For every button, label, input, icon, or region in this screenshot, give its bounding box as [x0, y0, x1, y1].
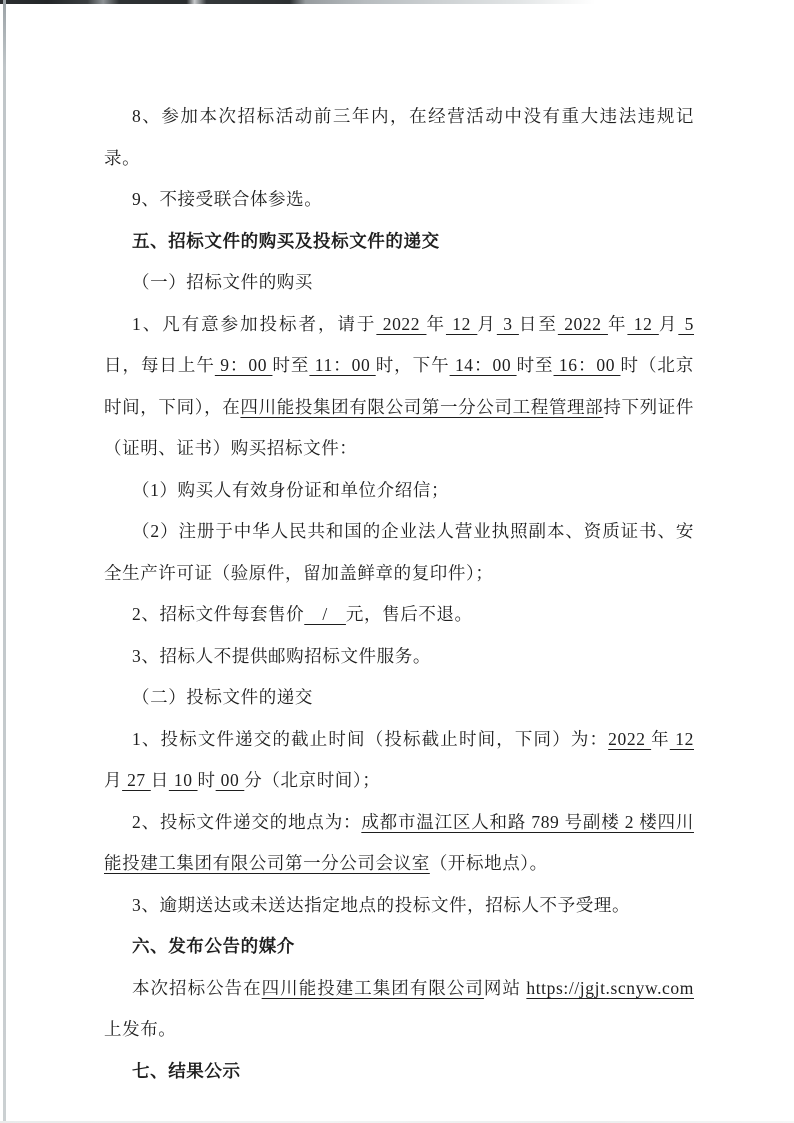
text-run: 年 [651, 728, 670, 749]
text-run: 3、招标人不提供邮购招标文件服务。 [132, 645, 431, 666]
text-run: 时至 [516, 355, 554, 375]
text-run: 时 [197, 770, 216, 790]
underlined-text: 14：00 [449, 355, 517, 375]
text-run: 本次招标公告在 [132, 977, 262, 998]
paragraph [104, 511, 694, 594]
text-run: 日 [150, 770, 169, 790]
text-run: 五、招标文件的购买及投标文件的递交 [132, 230, 440, 251]
paragraph [104, 802, 694, 885]
text-run: （1）购买人有效身份证和单位介绍信； [132, 479, 450, 500]
text-run: （一）招标文件的购买 [132, 272, 313, 292]
text-run: 年 [607, 313, 628, 334]
section-heading [104, 221, 694, 263]
paragraph [104, 885, 694, 927]
paragraph [104, 262, 694, 304]
text-run: 年 [426, 313, 446, 334]
text-run: 分（北京时间）； [244, 770, 381, 790]
text-run: 六、发布公告的媒介 [132, 936, 295, 956]
underlined-text: 12 [445, 313, 478, 334]
underlined-text: 12 [669, 728, 694, 749]
paragraph [104, 179, 694, 221]
document-body [104, 96, 694, 1092]
text-run: 元，售后不退。 [345, 604, 473, 624]
text-run: （二）投标文件的递交 [132, 687, 313, 707]
paragraph [104, 719, 694, 802]
text-run: 日至 [518, 313, 558, 334]
paragraph [104, 677, 694, 719]
underlined-text: 11：00 [309, 355, 376, 375]
text-run: 时，下午 [375, 355, 450, 375]
text-run: 3、逾期送达或未送达指定地点的投标文件，招标人不予受理。 [132, 894, 631, 915]
text-run: 2、投标文件递交的地点为： [132, 811, 362, 832]
text-run: （2）注册于中华人民共和国的企业法人营业执照副本、资质证书、安全生产许可证（验原件，留加盖鲜章的复印件）； [104, 521, 694, 583]
underlined-text: 9：00 [214, 355, 273, 375]
text-run: 月 [477, 313, 497, 334]
text-run: 9、不接受联合体参选。 [132, 189, 323, 209]
paragraph [104, 470, 694, 512]
section-heading [104, 926, 694, 968]
scan-left-edge-artifact [3, 0, 6, 1123]
paragraph [104, 968, 694, 1051]
underlined-text: 四川能投集团有限公司第一分公司工程管理部 [240, 396, 604, 417]
text-run: 时（北京时间，下同），在 [104, 355, 694, 417]
section-heading [104, 1051, 694, 1093]
underlined-text: 5 [678, 313, 695, 334]
paragraph [104, 96, 694, 179]
text-run: 8、参加本次招标活动前三年内，在经营活动中没有重大违法违规记录。 [104, 106, 694, 168]
underlined-text: 2022 [608, 728, 652, 749]
text-run: （开标地点）。 [429, 853, 548, 873]
underlined-text: 成都市温江区人和路 789 号副楼 2 楼四川能投建工集团有限公司第一分公司会议室 [104, 811, 694, 873]
paragraph [104, 636, 694, 678]
text-run: 月 [104, 770, 123, 790]
text-run: 七、结果公示 [132, 1060, 241, 1081]
scan-top-edge-artifact [0, 0, 794, 4]
underlined-text: 2022 [557, 313, 608, 334]
text-run: 时至 [272, 355, 310, 375]
underlined-text: 四川能投建工集团有限公司 [261, 977, 484, 998]
website-url: https://jgjt.scnyw.com [526, 977, 694, 998]
underlined-text: 27 [122, 770, 151, 790]
underlined-text: 16：00 [553, 355, 621, 375]
paragraph [104, 304, 694, 470]
text-run: 上发布。 [104, 1019, 177, 1039]
text-run: 2、招标文件每套售价 [132, 604, 305, 624]
underlined-text: 00 [215, 770, 245, 790]
underlined-text: 3 [496, 313, 519, 334]
text-run: 持下列证件（证明、证书）购买招标文件： [104, 396, 695, 458]
underlined-text: 10 [168, 770, 198, 790]
underlined-text: 2022 [376, 313, 427, 334]
underlined-text: 12 [627, 313, 659, 334]
text-run: 月 [658, 313, 679, 334]
text-run: 1、凡有意参加投标者，请于 [132, 313, 377, 334]
text-run: 日，每日上午 [104, 355, 215, 375]
text-run: 网站 [483, 977, 527, 998]
text-run: 1、投标文件递交的截止时间（投标截止时间，下同）为： [132, 728, 609, 749]
underlined-text: / [304, 604, 346, 624]
paragraph [104, 594, 694, 636]
